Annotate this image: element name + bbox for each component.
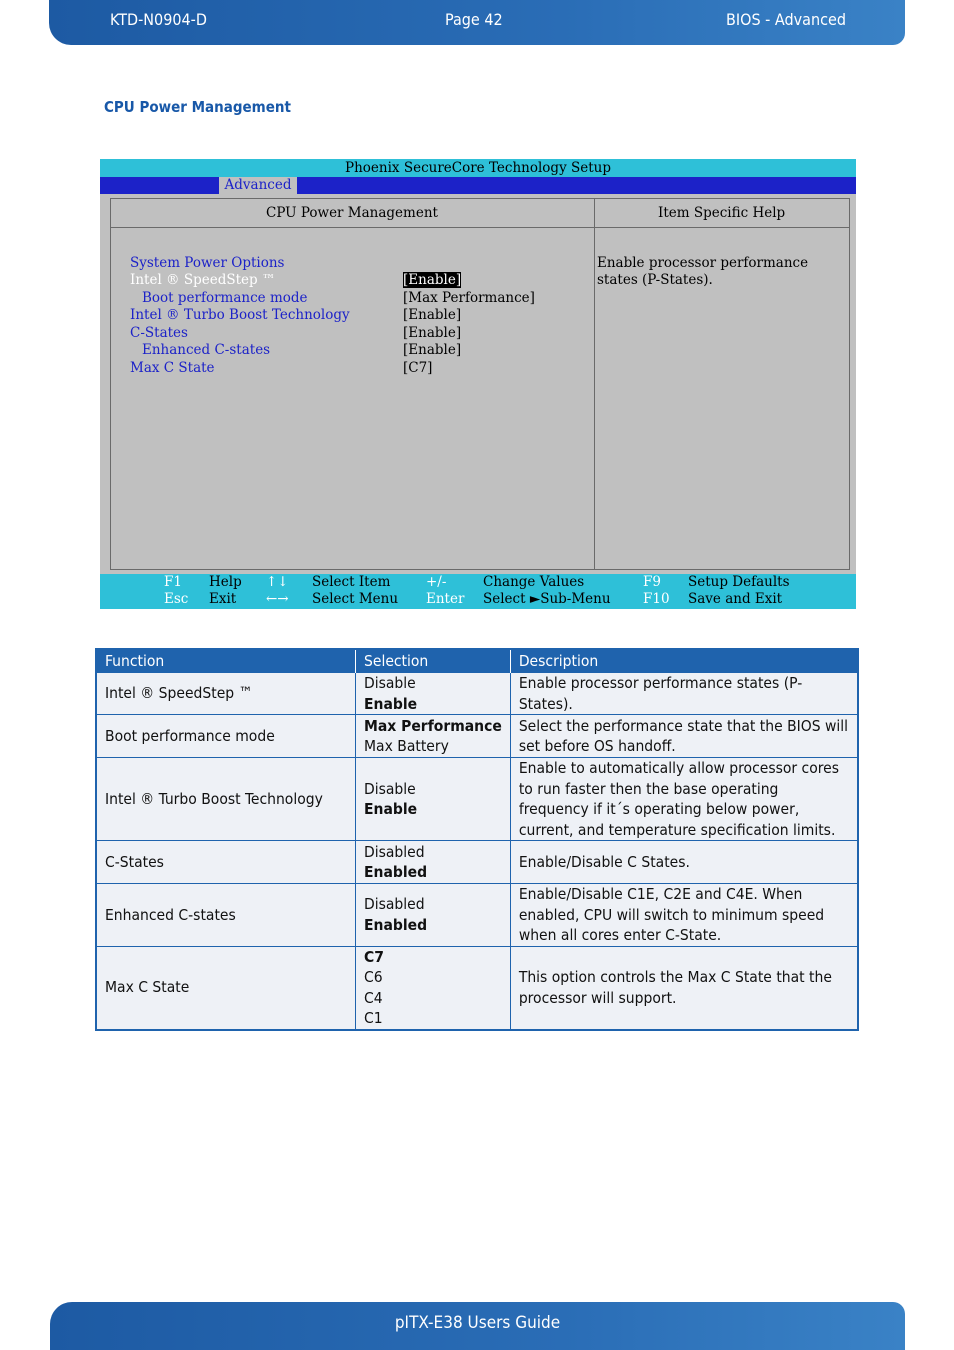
document-id: KTD-N0904-D: [110, 10, 207, 29]
description-cell: Select the performance state that the BIOS will set before OS handoff.: [510, 715, 858, 758]
table-row: [96, 673, 858, 715]
default-option: Enabled: [364, 915, 428, 934]
option-max-c-state[interactable]: Max C State: [130, 360, 215, 376]
selection-option: Disabled: [364, 895, 425, 914]
page-number: Page 42: [445, 10, 503, 29]
chapter-title: BIOS - Advanced: [726, 10, 846, 29]
section-title: CPU Power Management: [104, 98, 291, 116]
page-footer: [50, 1302, 905, 1350]
key-leftright-action: Select Menu: [312, 591, 399, 607]
selection-cell: [356, 758, 511, 841]
function-cell: Intel ® SpeedStep ™: [96, 673, 356, 715]
table-row: [96, 946, 858, 1030]
key-esc: Esc: [164, 591, 189, 607]
function-cell: C-States: [96, 841, 356, 884]
selection-option: Disabled: [364, 842, 425, 861]
table-row: [96, 841, 858, 884]
selection-cell: [356, 841, 511, 884]
value-speedstep[interactable]: [403, 272, 461, 288]
description-cell: Enable processor performance states (P-States).: [510, 673, 858, 715]
panel-header-divider: [110, 227, 850, 228]
bios-menubar: [100, 177, 856, 194]
value-enhanced-c-states[interactable]: [Enable]: [403, 342, 462, 358]
key-f10-action: Save and Exit: [688, 591, 783, 607]
option-system-power-options[interactable]: System Power Options: [130, 255, 285, 271]
function-cell: Boot performance mode: [96, 715, 356, 758]
option-turbo-boost[interactable]: Intel ® Turbo Boost Technology: [130, 307, 350, 323]
key-enter: Enter: [426, 591, 465, 607]
panel-divider: [594, 198, 595, 570]
table-row: [96, 715, 858, 758]
key-updown-arrows-icon: ↑↓: [266, 574, 289, 590]
option-c-states[interactable]: C-States: [130, 325, 188, 341]
default-option: Enable: [364, 800, 418, 818]
description-cell: Enable to automatically allow processor cores to run faster then the base operating frequency if it´s operating below power, current, and temperature specification limits.: [510, 758, 858, 841]
bios-keybar: [100, 574, 856, 609]
key-enter-action: Select ►Sub-Menu: [483, 591, 611, 607]
key-updown-action: Select Item: [312, 574, 391, 590]
selection-cell: [356, 715, 511, 758]
default-option: Enabled: [364, 863, 428, 881]
selection-option: C6: [364, 968, 383, 986]
help-text: Enable processor performance states (P-States).: [597, 255, 809, 288]
description-cell: Enable/Disable C States.: [510, 841, 858, 884]
panel-title: CPU Power Management: [266, 205, 438, 221]
column-header-selection: Selection: [356, 649, 511, 673]
value-turbo-boost[interactable]: [Enable]: [403, 307, 462, 323]
option-speedstep[interactable]: Intel ® SpeedStep ™: [130, 272, 276, 288]
description-cell: This option controls the Max C State that the processor will support.: [510, 946, 858, 1030]
selection-cell: [356, 884, 511, 947]
function-cell: Intel ® Turbo Boost Technology: [96, 758, 356, 841]
table-row: [96, 884, 858, 947]
option-boot-performance-mode[interactable]: Boot performance mode: [142, 290, 308, 306]
value-boot-performance-mode[interactable]: [Max Performance]: [403, 290, 535, 306]
column-header-description: Description: [510, 649, 858, 673]
bios-screen: [100, 159, 856, 609]
footer-title: pITX-E38 Users Guide: [394, 1313, 561, 1333]
key-f1: F1: [164, 574, 182, 590]
selection-option: C1: [364, 1009, 383, 1027]
bios-options-table: [95, 648, 859, 1031]
value-speedstep-text: [Enable]: [403, 272, 462, 288]
table-row: [96, 758, 858, 841]
selection-option: Disable: [364, 779, 416, 798]
key-plus-minus: +/-: [426, 574, 447, 590]
page-header: [49, 0, 905, 45]
option-enhanced-c-states[interactable]: Enhanced C-states: [142, 342, 271, 358]
bios-panel: [110, 198, 850, 570]
default-option: Enable: [364, 694, 418, 713]
selection-cell: [356, 673, 511, 715]
key-leftright-arrows-icon: ←→: [266, 591, 289, 607]
table-header-row: [96, 649, 858, 673]
key-f9: F9: [643, 574, 661, 590]
function-cell: Max C State: [96, 946, 356, 1030]
help-title: Item Specific Help: [658, 205, 786, 221]
key-plus-minus-action: Change Values: [483, 574, 585, 590]
tab-advanced[interactable]: Advanced: [219, 177, 297, 194]
selection-option: Disable: [364, 674, 416, 692]
key-f1-action: Help: [209, 574, 242, 590]
bios-title: Phoenix SecureCore Technology Setup: [100, 159, 856, 177]
key-f9-action: Setup Defaults: [688, 574, 790, 590]
value-c-states[interactable]: [Enable]: [403, 325, 462, 341]
selection-option: C4: [364, 988, 383, 1007]
default-option: C7: [364, 947, 384, 966]
value-max-c-state[interactable]: [C7]: [403, 360, 433, 376]
default-option: Max Performance: [364, 716, 502, 735]
column-header-function: Function: [96, 649, 356, 673]
selection-option: Max Battery: [364, 737, 449, 755]
function-cell: Enhanced C-states: [96, 884, 356, 947]
description-cell: Enable/Disable C1E, C2E and C4E. When enabled, CPU will switch to minimum speed when all cores enter C-State.: [510, 884, 858, 947]
selection-cell: [356, 946, 511, 1030]
key-esc-action: Exit: [209, 591, 237, 607]
key-f10: F10: [643, 591, 670, 607]
